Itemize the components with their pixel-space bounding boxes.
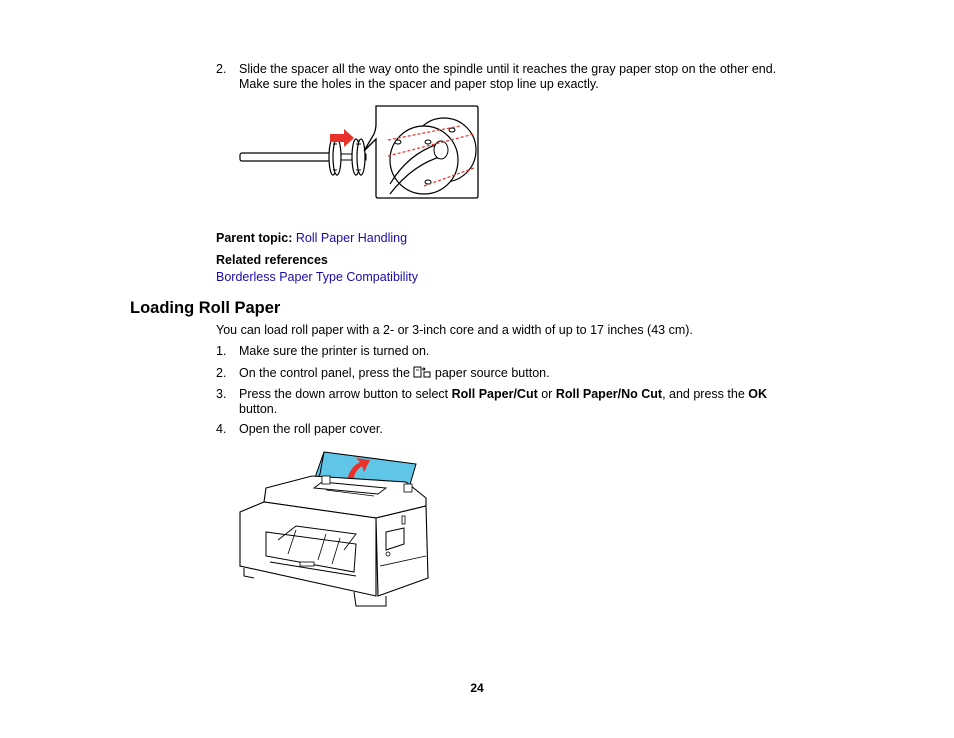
related-references-link[interactable]: Borderless Paper Type Compatibility — [216, 270, 418, 284]
step-number: 3. — [216, 387, 227, 401]
section-intro: You can load roll paper with a 2- or 3-inch core and a width of up to 17 inches (43 cm). — [216, 323, 693, 337]
ok-label: OK — [748, 387, 767, 401]
step-text-line2: button. — [239, 402, 278, 416]
parent-topic — [216, 231, 407, 246]
step-text-after: paper source button. — [434, 366, 550, 380]
step-number: 2. — [216, 62, 227, 76]
paper-source-icon — [413, 366, 431, 378]
printer-roll-cover-illustration — [236, 446, 432, 610]
related-references-heading: Related references — [216, 253, 328, 267]
step-text-line2: Make sure the holes in the spacer and paper stop line up exactly. — [239, 77, 599, 91]
page-number: 24 — [470, 681, 484, 695]
option-roll-paper-no-cut: Roll Paper/No Cut — [555, 387, 663, 401]
step-number: 1. — [216, 344, 227, 358]
section-title: Loading Roll Paper — [130, 299, 281, 317]
step-text: Open the roll paper cover. — [239, 422, 383, 436]
parent-topic-label: Parent topic: — [216, 231, 293, 245]
parent-topic-link[interactable]: Roll Paper Handling — [295, 231, 408, 245]
step-text-part: , and press the — [662, 387, 749, 401]
step-text-part: Press the down arrow button to select — [239, 387, 452, 401]
step-text: Make sure the printer is turned on. — [239, 344, 430, 358]
option-roll-paper-cut: Roll Paper/Cut — [451, 387, 538, 401]
step-text-part: or — [537, 387, 556, 401]
step-number: 4. — [216, 422, 227, 436]
step-number: 2. — [216, 366, 227, 380]
step-text-line1: Slide the spacer all the way onto the spindle until it reaches the gray paper stop on the other end. — [239, 62, 777, 76]
step-text-before: On the control panel, press the — [239, 366, 410, 380]
spindle-spacer-illustration — [238, 104, 482, 202]
